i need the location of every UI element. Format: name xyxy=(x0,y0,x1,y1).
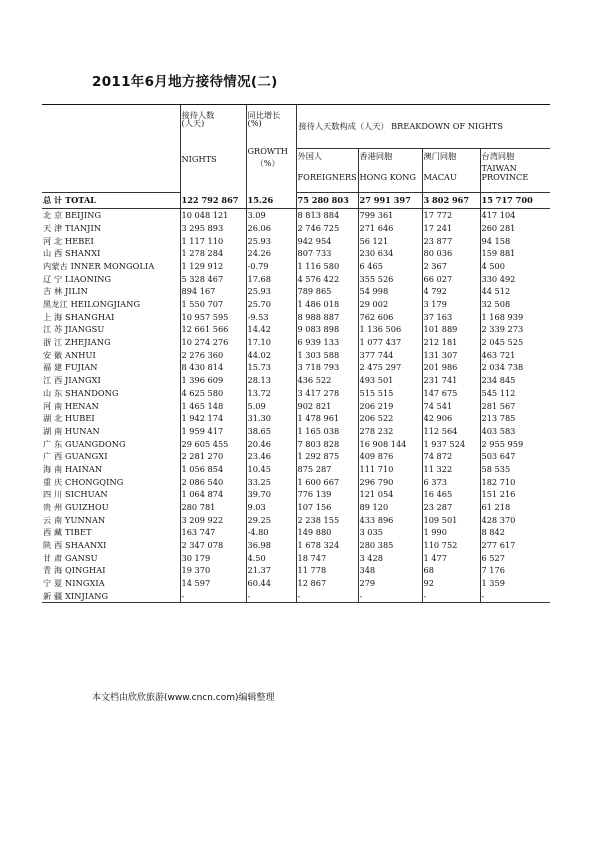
hk-cell: 2 475 297 xyxy=(358,361,422,374)
foreigners-cell: 11 778 xyxy=(296,564,358,577)
taiwan-cell: 1 359 xyxy=(480,577,550,590)
header-macau xyxy=(422,149,480,193)
nights-cell: - xyxy=(180,590,246,603)
macau-cell: 37 163 xyxy=(422,311,480,324)
header-hk-cn: 香港同胞 xyxy=(359,151,393,161)
nights-cell: 1 550 707 xyxy=(180,298,246,311)
hk-cell: 271 646 xyxy=(358,222,422,235)
foreigners-cell: 1 116 580 xyxy=(296,260,358,273)
foreigners-cell: 18 747 xyxy=(296,552,358,565)
total-row xyxy=(42,193,550,209)
hk-cell: 1 136 506 xyxy=(358,323,422,336)
growth-cell: 25.70 xyxy=(246,298,296,311)
taiwan-cell: 6 527 xyxy=(480,552,550,565)
header-taiwan-cn: 台湾同胞 xyxy=(481,151,515,161)
nights-cell: 1 942 174 xyxy=(180,412,246,425)
province-cell: 西 藏 TIBET xyxy=(43,527,92,538)
macau-cell: 92 xyxy=(422,577,480,590)
foreigners-cell: 436 522 xyxy=(296,374,358,387)
province-cell: 贵 州 GUIZHOU xyxy=(43,502,109,513)
table-row xyxy=(42,311,550,324)
nights-cell: 4 625 580 xyxy=(180,387,246,400)
macau-cell: 131 307 xyxy=(422,349,480,362)
foreigners-cell: 107 156 xyxy=(296,501,358,514)
foreigners-cell: 8 988 887 xyxy=(296,311,358,324)
taiwan-cell: 463 721 xyxy=(480,349,550,362)
taiwan-cell: 213 785 xyxy=(480,412,550,425)
header-growth xyxy=(246,105,296,193)
macau-cell: 80 036 xyxy=(422,247,480,260)
macau-cell: 109 501 xyxy=(422,514,480,527)
macau-cell: 101 889 xyxy=(422,323,480,336)
province-cell: 江 西 JIANGXI xyxy=(43,375,101,386)
macau-cell: 6 373 xyxy=(422,475,480,488)
province-cell: 上 海 SHANGHAI xyxy=(43,311,115,322)
hk-cell: 54 998 xyxy=(358,285,422,298)
table-row xyxy=(42,450,550,463)
macau-cell: 68 xyxy=(422,564,480,577)
province-cell: 河 南 HENAN xyxy=(43,400,99,411)
foreigners-cell: 807 733 xyxy=(296,247,358,260)
total-taiwan: 15 717 700 xyxy=(480,193,550,209)
growth-cell: 39.70 xyxy=(246,488,296,501)
header-nights xyxy=(180,105,246,193)
nights-cell: 1 959 417 xyxy=(180,425,246,438)
growth-cell: 10.45 xyxy=(246,463,296,476)
macau-cell: 112 564 xyxy=(422,425,480,438)
nights-cell: 1 129 912 xyxy=(180,260,246,273)
province-cell: 广 东 GUANGDONG xyxy=(43,438,126,449)
taiwan-cell: 403 583 xyxy=(480,425,550,438)
province-cell: 山 西 SHANXI xyxy=(43,248,101,259)
province-cell: 广 西 GUANGXI xyxy=(43,451,108,462)
foreigners-cell: 1 165 038 xyxy=(296,425,358,438)
province-cell: 新 疆 XINJIANG xyxy=(42,590,180,603)
table-row xyxy=(42,564,550,577)
table-row xyxy=(42,285,550,298)
macau-cell: 1 477 xyxy=(422,552,480,565)
province-cell: 湖 南 HUNAN xyxy=(43,425,100,436)
table-row xyxy=(42,539,550,552)
growth-cell: 13.72 xyxy=(246,387,296,400)
foreigners-cell: 875 287 xyxy=(296,463,358,476)
hk-cell: 230 634 xyxy=(358,247,422,260)
hk-cell: 1 077 437 xyxy=(358,336,422,349)
foreigners-cell: 902 821 xyxy=(296,399,358,412)
hk-cell: 279 xyxy=(358,577,422,590)
taiwan-cell: 2 045 525 xyxy=(480,336,550,349)
taiwan-cell: 234 845 xyxy=(480,374,550,387)
nights-cell: 10 274 276 xyxy=(180,336,246,349)
table-row xyxy=(42,399,550,412)
macau-cell: 3 179 xyxy=(422,298,480,311)
hk-cell: 16 908 144 xyxy=(358,437,422,450)
hk-cell: 280 385 xyxy=(358,539,422,552)
foreigners-cell: 2 238 155 xyxy=(296,514,358,527)
growth-cell: 26.06 xyxy=(246,222,296,235)
province-cell: 安 徽 ANHUI xyxy=(43,349,96,360)
foreigners-cell: 776 139 xyxy=(296,488,358,501)
nights-cell: 1 396 609 xyxy=(180,374,246,387)
foreigners-cell: - xyxy=(296,590,358,603)
table-row xyxy=(42,247,550,260)
growth-cell: 4.50 xyxy=(246,552,296,565)
macau-cell: 23 287 xyxy=(422,501,480,514)
hk-cell: - xyxy=(358,590,422,603)
hk-cell: 206 219 xyxy=(358,399,422,412)
province-cell: 云 南 YUNNAN xyxy=(43,514,106,525)
taiwan-cell: 7 176 xyxy=(480,564,550,577)
growth-cell: 29.25 xyxy=(246,514,296,527)
nights-cell: 30 179 xyxy=(180,552,246,565)
taiwan-cell: 32 508 xyxy=(480,298,550,311)
table-row xyxy=(42,323,550,336)
header-nights-cn2: (人天) xyxy=(181,118,205,129)
macau-cell: 16 465 xyxy=(422,488,480,501)
province-cell: 北 京 BEIJING xyxy=(43,210,102,221)
growth-cell: 9.03 xyxy=(246,501,296,514)
header-foreigners xyxy=(296,149,358,193)
taiwan-cell: 61 218 xyxy=(480,501,550,514)
nights-cell: 19 370 xyxy=(180,564,246,577)
province-cell: 海 南 HAINAN xyxy=(43,463,103,474)
header-nights-cn: 接待人数 xyxy=(181,110,215,120)
table-row xyxy=(42,463,550,476)
hk-cell: 799 361 xyxy=(358,209,422,222)
growth-cell: 25.93 xyxy=(246,234,296,247)
table-row xyxy=(42,234,550,247)
table-row xyxy=(42,387,550,400)
table-row xyxy=(42,577,550,590)
taiwan-cell: 94 158 xyxy=(480,234,550,247)
taiwan-cell: 503 647 xyxy=(480,450,550,463)
header-taiwan xyxy=(480,149,550,193)
growth-cell: 23.46 xyxy=(246,450,296,463)
macau-cell: 42 906 xyxy=(422,412,480,425)
growth-cell: 60.44 xyxy=(246,577,296,590)
growth-cell: 21.37 xyxy=(246,564,296,577)
nights-cell: 3 295 893 xyxy=(180,222,246,235)
growth-cell: -0.79 xyxy=(246,260,296,273)
table-row xyxy=(42,501,550,514)
total-growth: 15.26 xyxy=(246,193,296,209)
nights-cell: 8 430 814 xyxy=(180,361,246,374)
province-cell: 甘 肃 GANSU xyxy=(43,552,98,563)
hk-cell: 409 876 xyxy=(358,450,422,463)
nights-cell: 2 276 360 xyxy=(180,349,246,362)
taiwan-cell: 44 512 xyxy=(480,285,550,298)
growth-cell: 25.93 xyxy=(246,285,296,298)
page-title: 2011年6月地方接待情况(二) xyxy=(92,74,278,90)
growth-cell: - xyxy=(246,590,296,603)
foreigners-cell: 7 803 828 xyxy=(296,437,358,450)
growth-cell: 44.02 xyxy=(246,349,296,362)
hk-cell: 29 002 xyxy=(358,298,422,311)
nights-cell: 5 328 467 xyxy=(180,272,246,285)
province-cell: 辽 宁 LIAONING xyxy=(43,273,112,284)
province-cell: 福 建 FUJIAN xyxy=(43,362,98,373)
footer-note: 本文档由欣欣旅游(www.cncn.com)编辑整理 xyxy=(92,693,275,703)
taiwan-cell: 159 881 xyxy=(480,247,550,260)
header-growth-pct: （%） xyxy=(255,157,280,168)
foreigners-cell: 1 292 875 xyxy=(296,450,358,463)
province-cell: 浙 江 ZHEJIANG xyxy=(43,337,111,348)
nights-cell: 1 278 284 xyxy=(180,247,246,260)
macau-cell: 212 181 xyxy=(422,336,480,349)
table-row xyxy=(42,437,550,450)
header-breakdown: 接待人天数构成（人天） BREAKDOWN OF NIGHTS xyxy=(296,105,550,149)
taiwan-cell: 428 370 xyxy=(480,514,550,527)
header-blank xyxy=(42,105,180,149)
nights-cell: 894 167 xyxy=(180,285,246,298)
header-growth-cn2: (%) xyxy=(247,118,262,129)
header-macau-en: MACAU xyxy=(423,172,457,183)
province-cell: 四 川 SICHUAN xyxy=(43,489,108,500)
taiwan-cell: 330 492 xyxy=(480,272,550,285)
taiwan-cell: 182 710 xyxy=(480,475,550,488)
growth-cell: 17.10 xyxy=(246,336,296,349)
province-cell: 陕 西 SHAANXI xyxy=(43,540,107,551)
growth-cell: 20.46 xyxy=(246,437,296,450)
hk-cell: 348 xyxy=(358,564,422,577)
hk-cell: 206 522 xyxy=(358,412,422,425)
table-row xyxy=(42,298,550,311)
table-row xyxy=(42,475,550,488)
growth-cell: 5.09 xyxy=(246,399,296,412)
hk-cell: 296 790 xyxy=(358,475,422,488)
province-cell: 内蒙古 INNER MONGOLIA xyxy=(43,260,155,271)
hk-cell: 111 710 xyxy=(358,463,422,476)
header-macau-cn: 澳门同胞 xyxy=(423,151,457,161)
foreigners-cell: 1 478 961 xyxy=(296,412,358,425)
growth-cell: 3.09 xyxy=(246,209,296,222)
growth-cell: 31.30 xyxy=(246,412,296,425)
hk-cell: 3 428 xyxy=(358,552,422,565)
macau-cell: - xyxy=(422,590,480,603)
nights-cell: 29 605 455 xyxy=(180,437,246,450)
province-cell: 江 苏 JIANGSU xyxy=(43,324,105,335)
header-growth-en: GROWTH xyxy=(247,146,288,157)
taiwan-cell: 545 112 xyxy=(480,387,550,400)
macau-cell: 74 872 xyxy=(422,450,480,463)
province-cell: 黑龙江 HEILONGJIANG xyxy=(43,299,141,310)
macau-cell: 11 322 xyxy=(422,463,480,476)
province-cell: 吉 林 JILIN xyxy=(43,286,88,297)
macau-cell: 4 792 xyxy=(422,285,480,298)
hk-cell: 121 054 xyxy=(358,488,422,501)
taiwan-cell: 151 216 xyxy=(480,488,550,501)
table-row xyxy=(42,425,550,438)
nights-cell: 1 064 874 xyxy=(180,488,246,501)
hk-cell: 515 515 xyxy=(358,387,422,400)
taiwan-cell: - xyxy=(480,590,550,603)
foreigners-cell: 3 718 793 xyxy=(296,361,358,374)
taiwan-cell: 4 500 xyxy=(480,260,550,273)
foreigners-cell: 1 678 324 xyxy=(296,539,358,552)
taiwan-cell: 417 104 xyxy=(480,209,550,222)
province-cell: 山 东 SHANDONG xyxy=(43,387,119,398)
nights-cell: 2 347 078 xyxy=(180,539,246,552)
taiwan-cell: 58 535 xyxy=(480,463,550,476)
macau-cell: 66 027 xyxy=(422,272,480,285)
foreigners-cell: 1 600 667 xyxy=(296,475,358,488)
growth-cell: -4.80 xyxy=(246,526,296,539)
taiwan-cell: 1 168 939 xyxy=(480,311,550,324)
macau-cell: 231 741 xyxy=(422,374,480,387)
growth-cell: -9.53 xyxy=(246,311,296,324)
nights-cell: 10 048 121 xyxy=(180,209,246,222)
nights-cell: 1 056 854 xyxy=(180,463,246,476)
nights-cell: 14 597 xyxy=(180,577,246,590)
growth-cell: 28.13 xyxy=(246,374,296,387)
header-growth-cn: 同比增长 xyxy=(247,110,281,120)
header-foreigners-en: FOREIGNERS xyxy=(297,172,357,183)
table-row xyxy=(42,552,550,565)
nights-cell: 163 747 xyxy=(180,526,246,539)
table-row xyxy=(42,526,550,539)
hk-cell: 377 744 xyxy=(358,349,422,362)
table-row xyxy=(42,590,550,603)
nights-cell: 3 209 922 xyxy=(180,514,246,527)
macau-cell: 1 990 xyxy=(422,526,480,539)
table-row xyxy=(42,412,550,425)
hk-cell: 56 121 xyxy=(358,234,422,247)
nights-cell: 280 781 xyxy=(180,501,246,514)
nights-cell: 2 086 540 xyxy=(180,475,246,488)
header-blank-2 xyxy=(42,149,180,193)
growth-cell: 33.25 xyxy=(246,475,296,488)
nights-cell: 12 661 566 xyxy=(180,323,246,336)
total-foreigners: 75 280 803 xyxy=(296,193,358,209)
foreigners-cell: 1 486 018 xyxy=(296,298,358,311)
table-row xyxy=(42,514,550,527)
growth-cell: 38.65 xyxy=(246,425,296,438)
table-row xyxy=(42,349,550,362)
macau-cell: 147 675 xyxy=(422,387,480,400)
province-cell: 天 津 TIANJIN xyxy=(43,222,102,233)
nights-cell: 1 117 110 xyxy=(180,234,246,247)
total-label: 总 计 TOTAL xyxy=(42,193,180,209)
province-cell: 湖 北 HUBEI xyxy=(43,413,95,424)
hk-cell: 762 606 xyxy=(358,311,422,324)
table-row xyxy=(42,374,550,387)
hk-cell: 3 035 xyxy=(358,526,422,539)
macau-cell: 23 877 xyxy=(422,234,480,247)
foreigners-cell: 789 865 xyxy=(296,285,358,298)
taiwan-cell: 281 567 xyxy=(480,399,550,412)
foreigners-cell: 6 939 133 xyxy=(296,336,358,349)
province-cell: 河 北 HEBEI xyxy=(43,235,94,246)
table-row xyxy=(42,222,550,235)
growth-cell: 14.42 xyxy=(246,323,296,336)
province-cell: 青 海 QINGHAI xyxy=(43,565,106,576)
taiwan-cell: 260 281 xyxy=(480,222,550,235)
header-foreigners-cn: 外国人 xyxy=(297,151,323,161)
header-taiwan-en: TAIWAN PROVINCE xyxy=(481,163,529,183)
table-row xyxy=(42,336,550,349)
macau-cell: 1 937 524 xyxy=(422,437,480,450)
province-cell: 宁 夏 NINGXIA xyxy=(43,578,105,589)
macau-cell: 2 367 xyxy=(422,260,480,273)
foreigners-cell: 3 417 278 xyxy=(296,387,358,400)
nights-cell: 1 465 148 xyxy=(180,399,246,412)
header-hk xyxy=(358,149,422,193)
macau-cell: 110 752 xyxy=(422,539,480,552)
total-hk: 27 991 397 xyxy=(358,193,422,209)
hk-cell: 355 526 xyxy=(358,272,422,285)
table-row xyxy=(42,272,550,285)
hk-cell: 89 120 xyxy=(358,501,422,514)
macau-cell: 17 241 xyxy=(422,222,480,235)
total-nights: 122 792 867 xyxy=(180,193,246,209)
foreigners-cell: 942 954 xyxy=(296,234,358,247)
hk-cell: 493 501 xyxy=(358,374,422,387)
foreigners-cell: 1 303 588 xyxy=(296,349,358,362)
macau-cell: 201 986 xyxy=(422,361,480,374)
taiwan-cell: 277 617 xyxy=(480,539,550,552)
table-row xyxy=(42,209,550,222)
foreigners-cell: 12 867 xyxy=(296,577,358,590)
growth-cell: 36.98 xyxy=(246,539,296,552)
header-nights-en: NIGHTS xyxy=(181,154,217,165)
taiwan-cell: 2 034 738 xyxy=(480,361,550,374)
growth-cell: 17.68 xyxy=(246,272,296,285)
header-hk-en: HONG KONG xyxy=(359,172,416,183)
growth-cell: 15.73 xyxy=(246,361,296,374)
table-row xyxy=(42,361,550,374)
taiwan-cell: 8 842 xyxy=(480,526,550,539)
table-row xyxy=(42,260,550,273)
taiwan-cell: 2 339 273 xyxy=(480,323,550,336)
foreigners-cell: 8 813 884 xyxy=(296,209,358,222)
total-macau: 3 802 967 xyxy=(422,193,480,209)
macau-cell: 17 772 xyxy=(422,209,480,222)
foreigners-cell: 9 083 898 xyxy=(296,323,358,336)
nights-cell: 10 957 595 xyxy=(180,311,246,324)
hk-cell: 433 896 xyxy=(358,514,422,527)
reception-table xyxy=(42,104,550,603)
hk-cell: 278 232 xyxy=(358,425,422,438)
foreigners-cell: 4 576 422 xyxy=(296,272,358,285)
table-row xyxy=(42,488,550,501)
province-cell: 重 庆 CHONGQING xyxy=(43,476,124,487)
taiwan-cell: 2 955 959 xyxy=(480,437,550,450)
macau-cell: 74 541 xyxy=(422,399,480,412)
nights-cell: 2 281 270 xyxy=(180,450,246,463)
growth-cell: 24.26 xyxy=(246,247,296,260)
foreigners-cell: 2 746 725 xyxy=(296,222,358,235)
hk-cell: 6 465 xyxy=(358,260,422,273)
foreigners-cell: 149 880 xyxy=(296,526,358,539)
